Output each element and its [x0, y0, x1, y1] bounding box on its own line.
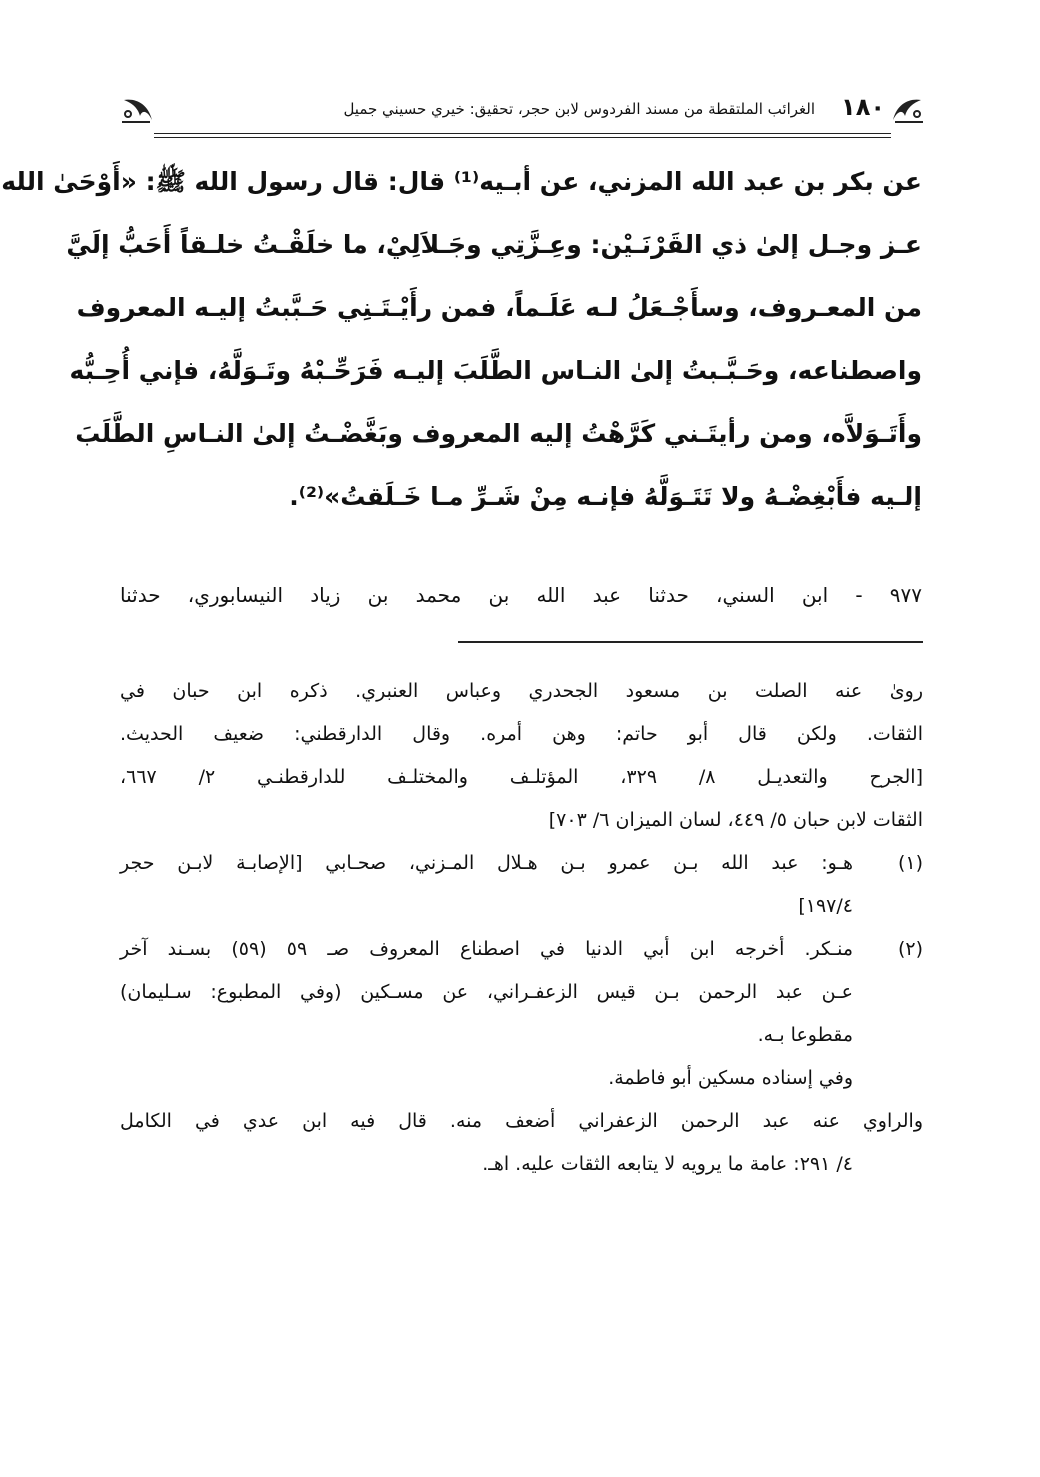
footnote-continuation-line: رویٰ عنه الصلت بن مسعود الجحدري وعباس العنبري. ذكره ابن حبان في — [120, 680, 923, 702]
footnote-line: عـن عبد الرحمن بـن قيس الزعفـراني، عن مسـكين (وفي المطبوع: سـليمان) — [120, 981, 853, 1003]
footnote-continuation-line: [الجرح والتعديـل ٨/ ٣٢٩، المؤتلـف والمختلـف للدارقطنـي ٢/ ٦٦٧، — [120, 766, 923, 788]
main-line: عن بكر بن عبد الله المزني، عن أبـيه⁽¹⁾ قال: قال رسول الله ﷺ: «أَوْحَىٰ الله — [1, 167, 922, 196]
footnote-line: منـكر. أخرجه ابن أبي الدنيا في اصطناع المعروف صـ ٥٩ (٥٩) بسـند آخر — [120, 938, 854, 960]
footnote-line: والراوي عنه عبد الرحمن الزعفراني أضعف منه. قال فيه ابن عدي في الكامل — [120, 1110, 923, 1132]
main-line: إلـيه فأَبْغِضْـهُ ولا تَتَـوَلَّهُ فإنـه مِنْ شَـرِّ مـا خَـلَقتُ»⁽²⁾. — [289, 482, 922, 511]
footnote-2 — [120, 928, 923, 1186]
footnote-1 — [120, 842, 923, 928]
page-header — [120, 88, 925, 136]
footnote-line: وفي إسناده مسكين أبو فاطمة. — [608, 1067, 853, 1089]
footnote-number: (١) — [897, 852, 923, 874]
footnote-line: ٤/ ٢٩١: عامة ما يرويه لا يتابعه الثقات عليه. اهـ. — [482, 1153, 853, 1175]
main-line: من المعـروف، وسأَجْـعَلُ لـه عَلَـماً، فمن رأَيْـتَـنِي حَـبَّبتُ إليـه المعروف — [76, 293, 922, 322]
ornament-right-icon — [889, 94, 925, 124]
page-number: ١٨٠ — [841, 93, 885, 121]
footnote-separator — [458, 641, 923, 643]
running-title: الغرائب الملتقطة من مسند الفردوس لابن حجر، تحقيق: خيري حسيني جميل — [343, 100, 815, 118]
main-line: عـز وجـل إلىٰ ذي القَرْنَـيْن: وعِـزَّتِي وجَـلاَلِيْ، ما خلَقْـتُ خلـقاً أَحَبُّ إلَيَّ — [66, 230, 922, 259]
hadith-977-start: ٩٧٧ - ابن السني، حدثنا عبد الله بن محمد بن زياد النيسابوري، حدثنا — [120, 583, 922, 607]
footnote-continuation-line: الثقات لابن حبان ٥/ ٤٤٩، لسان الميزان ٦/ ٧٠٣] — [548, 809, 923, 831]
footnote-continuation-line: الثقات. ولكن قال أبو حاتم: وهن أمره. وقال الدارقطني: ضعيف الحديث. — [120, 723, 923, 745]
header-rule-thin — [154, 137, 891, 138]
main-text — [1, 150, 922, 528]
footnote-number: (٢) — [897, 938, 923, 960]
footnotes — [120, 670, 923, 1186]
footnote-line: هـو: عبد الله بـن عمرو بـن هـلال المـزني، صحـابي [الإصابـة لابـن حجر — [120, 852, 853, 874]
footnote-line: ١٩٧/٤] — [798, 895, 853, 917]
header-rule — [154, 133, 891, 134]
main-line: وأَتَـوَلاَّه، ومن رأيتَـني كَرَّهْتُ إليه المعروف وبَغَّضْـتُ إلىٰ النـاسِ الطَّلَبَ — [75, 419, 922, 448]
ornament-left-icon — [120, 94, 156, 124]
footnote-line: مقطوعا بـه. — [757, 1024, 853, 1046]
main-line: واصطناعه، وحَـبَّـبتُ إلىٰ النـاس الطَّلَبَ إليـه فَرَحِّـبْهُ وتَـوَلَّهُ، فإني أُحِـبُّه — [69, 356, 922, 385]
